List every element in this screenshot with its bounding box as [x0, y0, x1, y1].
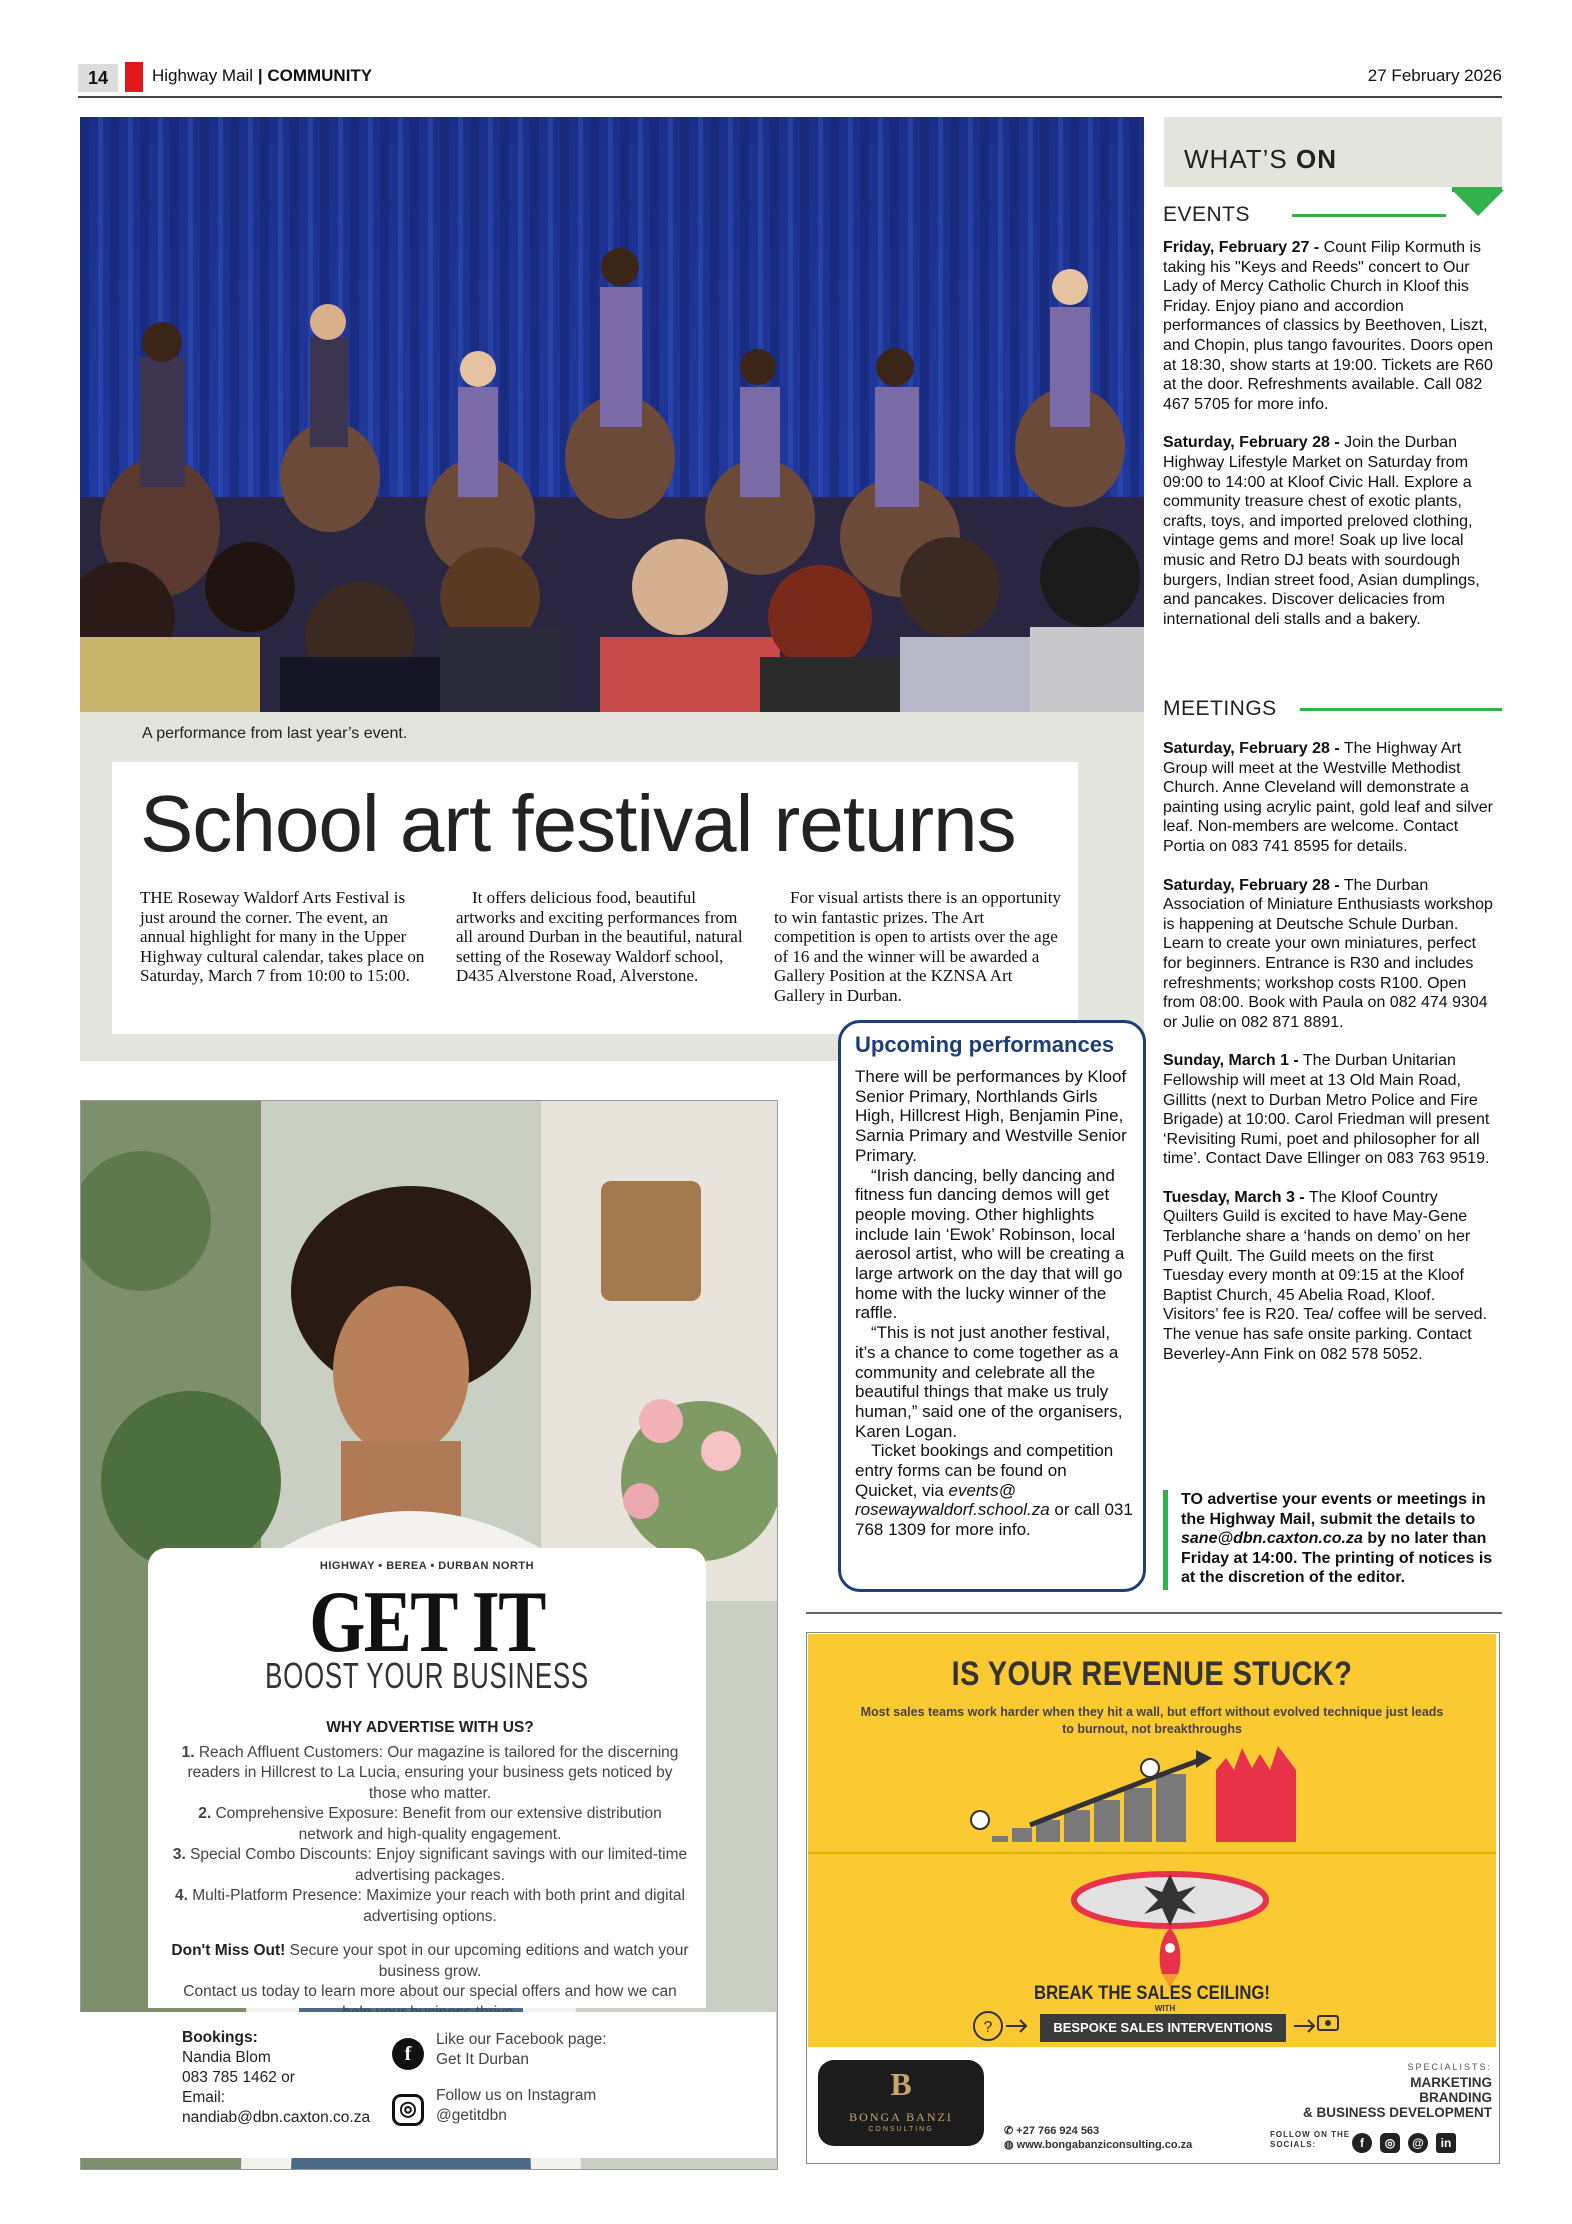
events-rule: [1292, 214, 1446, 217]
section-color-mark: [125, 62, 143, 92]
specialists-label: SPECIALISTS:: [1407, 2062, 1492, 2072]
contact-line: Contact us today to learn more about our special offers and how we can: [183, 1983, 677, 2000]
why-advertise-heading: WHY ADVERTISE WITH US?: [326, 1719, 534, 1736]
tickets-paragraph: [855, 1441, 1133, 1540]
benefit-number: 2.: [198, 1805, 212, 1822]
article-paragraph: It offers delicious food, beautiful artworks and exciting performances from all around Durban in the beautiful, natural setting of the Roseway Waldorf school, D435 Alverstone Road, Alverstone.: [456, 888, 743, 985]
threads-icon[interactable]: @: [1408, 2133, 1428, 2153]
getit-regions: HIGHWAY • BEREA • DURBAN NORTH: [319, 1560, 535, 1572]
benefit-text: Multi-Platform Presence: Maximize your reach with both print and digital advertising options.: [187, 1887, 685, 1925]
bookings-phone: 083 785 1462 or: [182, 2069, 295, 2086]
website-link[interactable]: www.bongabanziconsulting.co.za: [1016, 2139, 1193, 2151]
tickets-email-link[interactable]: events@ rosewaywaldorf.school.za: [855, 1480, 1050, 1520]
benefit-item: [170, 1886, 690, 1927]
logo-name: BONGA BANZI: [849, 2110, 953, 2124]
facebook-icon[interactable]: f: [392, 2038, 424, 2070]
bookings-block: [182, 2028, 370, 2128]
advertise-accent-bar: [1163, 1490, 1168, 1590]
instagram-icon[interactable]: ◎: [1380, 2133, 1400, 2153]
spec-item: MARKETING: [1410, 2075, 1492, 2090]
spec-item: & BUSINESS DEVELOPMENT: [1302, 2105, 1492, 2120]
publication-line: [152, 66, 372, 86]
phone-number[interactable]: +27 766 924 563: [1016, 2125, 1100, 2137]
benefit-number: 1.: [181, 1743, 195, 1761]
whats-on-title-light: WHAT’S: [1184, 144, 1288, 174]
follow-line-1: FOLLOW ON THE: [1270, 2130, 1351, 2139]
follow-label: [1270, 2130, 1350, 2150]
meeting-text: The Durban Association of Miniature Enthusiasts workshop is happening at Deutsche Schule Durban. Learn to create your own miniatures, perfect for beginners. Entrance is R30 and includes refreshments; workshop costs R100. Open from 08:00. Book with Paula on 082 474 9304 or Julie on 082 871 8891.: [1163, 876, 1493, 1031]
website-line: [1004, 2138, 1192, 2152]
globe-icon: ◍: [1004, 2139, 1017, 2151]
dont-miss-bold: Don't Miss Out!: [171, 1942, 286, 1959]
linkedin-icon[interactable]: in: [1436, 2133, 1456, 2153]
article-column-2: [456, 888, 746, 986]
event-date: Friday, February 27 -: [1163, 239, 1320, 256]
meeting-text: The Kloof Country Quilters Guild is excited to have May-Gene Terblanche share a ‘hands on demo’ on her Puff Quilt. The Guild meets on the first Tuesday every month at 09:15 at the Kloof Baptist Church, 45 Abelia Road, Kloof. Visitors’ fee is R20. Tea/ coffee will be served. The venue has safe onsite parking. Contact Beverley-Ann Fink on 082 578 5052.: [1163, 1188, 1488, 1363]
article-paragraph: For visual artists there is an opportunity to win fantastic prizes. The Art competition is open to artists over the age of 16 and the winner will be awarded a Gallery Position at the KZNSA Art Gallery in Durban.: [774, 888, 1062, 1005]
event-item: [1163, 433, 1493, 629]
bookings-label: Bookings:: [182, 2029, 258, 2046]
article-column-3: [774, 888, 1064, 1005]
whats-on-accent-triangle: [1452, 190, 1504, 216]
event-date: Saturday, February 28 -: [1163, 434, 1340, 452]
growth-bar-illustration: [960, 1740, 1300, 1852]
whats-on-title-bold: ON: [1295, 144, 1337, 174]
whatsapp-icon: ✆: [1004, 2125, 1017, 2137]
specialists-block: [1303, 2060, 1492, 2120]
bookings-email[interactable]: nandiab@dbn.caxton.co.za: [182, 2109, 371, 2126]
section-name: COMMUNITY: [267, 66, 373, 85]
event-text: Count Filip Kormuth is taking his "Keys and Reeds" concert to Our Lady of Mercy Catholic Church in Kloof this Friday. Enjoy piano and accordion performances of classics by Beethoven, Liszt, and Chopin, plus tango favourites. Doors open at 18:30, show starts at 19:00. Tickets are R60 at the door. Refreshments available. Call 082 467 5705 for more info.: [1163, 239, 1493, 413]
facebook-icon[interactable]: f: [1352, 2133, 1372, 2153]
getit-logo-title: GET IT: [309, 1574, 545, 1671]
upcoming-paragraph: There will be performances by Kloof Senior Primary, Northlands Girls High, Hillcrest High, Benjamin Pine, Sarnia Primary and Westville Senior Primary.: [855, 1067, 1127, 1165]
sidebar-bottom-rule: [806, 1612, 1502, 1614]
meeting-date: Sunday, March 1 -: [1163, 1052, 1299, 1070]
photo-caption: A performance from last year’s event.: [142, 725, 408, 742]
revenue-ad-divider: [808, 1852, 1496, 1854]
tickets-text-end: or call 031 768 1309 for more info.: [855, 1500, 1133, 1540]
revenue-ad-subtitle: Most sales teams work harder when they hit a wall, but effort without evolved technique just leads to burnout, not breakthroughs: [860, 1705, 1444, 1736]
advertise-email-link[interactable]: sane@dbn.caxton.co.za: [1181, 1530, 1363, 1548]
dance-performance-photo: [80, 117, 1144, 712]
spec-item: BRANDING: [1419, 2090, 1492, 2105]
meetings-rule: [1300, 708, 1502, 711]
meeting-text: The Durban Unitarian Fellowship will meet at 13 Old Main Road, Gillitts (next to Durban Metro Police and Fire Brigade) at 10:00. Carol Friedman will present ‘Revisiting Rumi, poet and philosopher for all time’. Contact Dave Ellinger on 083 763 9519.: [1163, 1052, 1490, 1168]
benefit-number: 3.: [172, 1846, 186, 1863]
benefit-item: [170, 1743, 690, 1805]
advertise-notice: [1181, 1490, 1506, 1588]
events-label: EVENTS: [1163, 203, 1251, 226]
bespoke-ribbon: BESPOKE SALES INTERVENTIONS: [1040, 2014, 1286, 2042]
page-number: 14: [78, 64, 118, 92]
instagram-text: [436, 2086, 596, 2126]
instagram-icon[interactable]: ◎: [392, 2094, 424, 2126]
separator: |: [257, 66, 263, 85]
with-word: WITH: [1154, 2004, 1176, 2013]
getit-body: [170, 1718, 690, 2023]
meeting-date: Tuesday, March 3 -: [1163, 1188, 1305, 1206]
benefit-number: 4.: [174, 1887, 188, 1904]
advertise-text-end: by no later than Friday at 14:00. The printing of notices is at the discretion of the editor.: [1181, 1530, 1493, 1587]
whats-on-title: [1184, 144, 1337, 175]
event-item: [1163, 238, 1493, 414]
meeting-date: Saturday, February 28 -: [1163, 740, 1340, 757]
facebook-text: [436, 2030, 607, 2070]
benefit-text: Special Combo Discounts: Enjoy significant savings with our limited-time advertising packages.: [185, 1846, 688, 1884]
logo-tagline: CONSULTING: [868, 2126, 934, 2133]
upcoming-paragraph: “This is not just another festival, it’s a chance to come together as a community and celebrate all the beautiful things that make us truly human,” said one of the organisers, Karen Logan.: [855, 1323, 1123, 1441]
meetings-list: [1163, 739, 1493, 1383]
dont-miss-line: [170, 1941, 690, 1982]
follow-line-2: SOCIALS:: [1270, 2140, 1317, 2149]
upcoming-paragraph: “Irish dancing, belly dancing and fitness fun dancing demos will get people moving. Other highlights include Iain ‘Ewok’ Robinson, local aerosol artist, who will be creating a large artwork on the day that will go home with the lucky winner of the raffle.: [855, 1165, 1125, 1323]
meeting-item: [1163, 739, 1493, 857]
meeting-text: The Highway Art Group will meet at the Westville Methodist Church. Anne Cleveland will demonstrate a painting using acrylic paint, gold leaf and silver leaf. Non-members are welcome. Contact Portia on 083 741 8595 for details.: [1163, 740, 1493, 855]
benefit-item: [170, 1845, 690, 1886]
tickets-text: Ticket bookings and competition entry forms can be found on Quicket, via: [855, 1441, 1114, 1500]
break-ceiling-line: BREAK THE SALES CEILING!: [1034, 1983, 1270, 2004]
benefit-text: Comprehensive Exposure: Benefit from our extensive distribution network and high-quality engagement.: [211, 1805, 662, 1843]
article-column-1: [140, 888, 430, 986]
phone-line: [1004, 2124, 1192, 2138]
facebook-page-name[interactable]: Get It Durban: [436, 2051, 530, 2068]
benefit-item: [170, 1804, 690, 1845]
meeting-item: [1163, 1051, 1493, 1169]
question-coin-icon: [972, 2010, 1032, 2044]
bookings-name: Nandia Blom: [182, 2049, 271, 2066]
revenue-ad-title: IS YOUR REVENUE STUCK?: [951, 1655, 1353, 1693]
meetings-label: MEETINGS: [1163, 697, 1277, 720]
instagram-handle[interactable]: @getitdbn: [436, 2107, 507, 2124]
meeting-date: Saturday, February 28 -: [1163, 876, 1340, 894]
svg-text:?: ?: [983, 2019, 993, 2036]
article-headline: School art festival returns: [140, 779, 1016, 868]
publication-name: Highway Mail: [152, 66, 254, 85]
money-hand-icon: [1292, 2010, 1342, 2044]
benefit-text: Reach Affluent Customers: Our magazine is tailored for the discerning readers in Hillcrest to La Lucia, ensuring your business gets noticed by those who matter.: [187, 1743, 679, 1802]
ceiling-rocket-illustration: [1070, 1870, 1270, 1990]
upcoming-body: [855, 1067, 1133, 1540]
instagram-line-1: Follow us on Instagram: [436, 2087, 597, 2104]
upcoming-title: Upcoming performances: [855, 1032, 1115, 1057]
events-list: [1163, 238, 1493, 648]
header-rule: [78, 96, 1502, 98]
getit-subtitle: BOOST YOUR BUSINESS: [265, 1655, 589, 1696]
issue-date: 27 February 2026: [1367, 66, 1502, 85]
consulting-contact: [1004, 2124, 1192, 2152]
event-text: Join the Durban Highway Lifestyle Market on Saturday from 09:00 to 14:00 at Kloof Civic Hall. Explore a community treasure chest of exotic plants, crafts, toys, and imported preloved clothing, vintage gems and more! Soak up live local music and Retro DJ beats with sourdough burgers, Indian street food, Asian dumplings, and pancakes. Discover delicacies from international deli stalls and a bakery.: [1163, 434, 1480, 628]
article-paragraph: THE Roseway Waldorf Arts Festival is just around the corner. The event, an annual highlight for many in the Upper Highway cultural calendar, takes place on Saturday, March 7 from 10:00 to 15:00.: [140, 888, 425, 985]
meeting-item: [1163, 1188, 1493, 1364]
meeting-item: [1163, 876, 1493, 1033]
facebook-line-1: Like our Facebook page:: [436, 2031, 607, 2048]
dont-miss-text: Secure your spot in our upcoming editions and watch your business grow.: [285, 1942, 689, 1980]
advertise-text: TO advertise your events or meetings in the Highway Mail, submit the details to: [1181, 1491, 1486, 1528]
bookings-email-label: Email:: [182, 2089, 226, 2106]
logo-monogram: B: [890, 2066, 912, 2102]
